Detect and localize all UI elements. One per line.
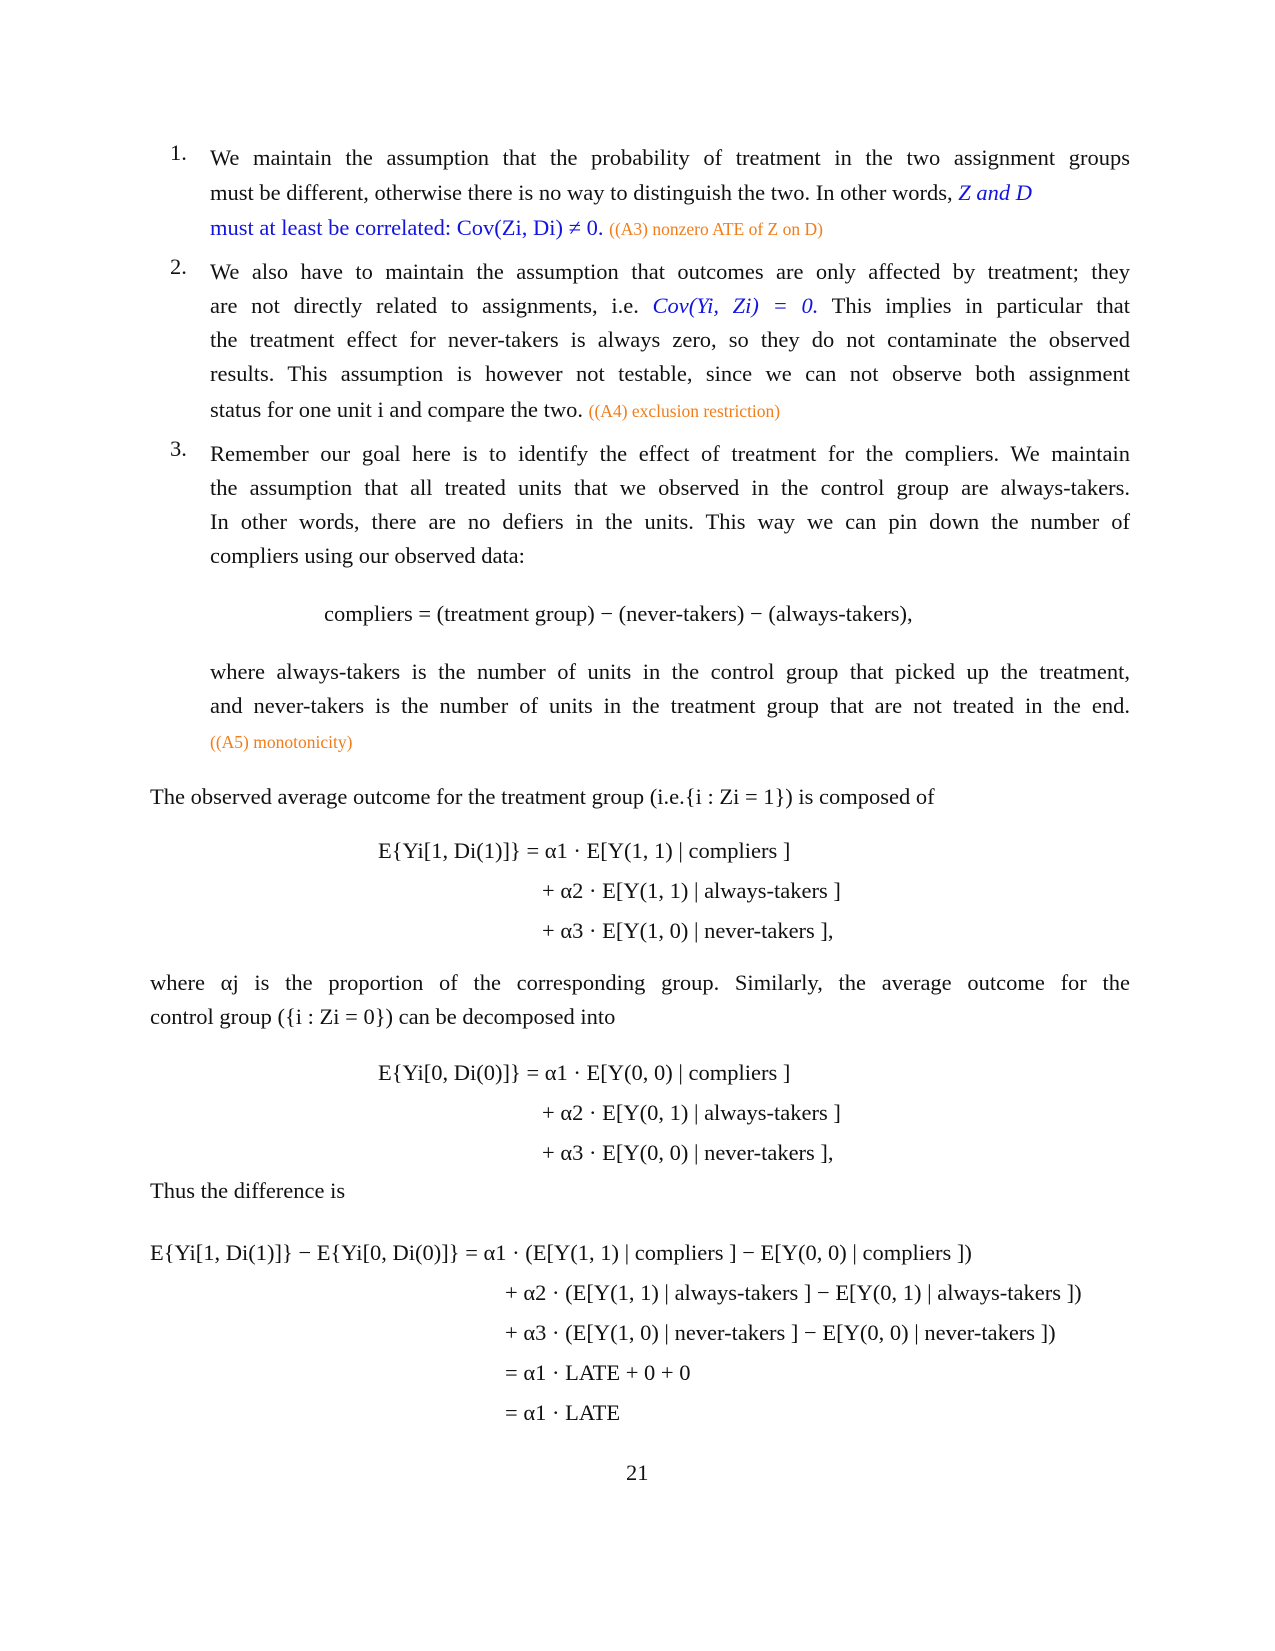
item1-line2-text: must be different, otherwise there is no way to distinguish the two. In other words, xyxy=(210,180,953,205)
item3-tag-line xyxy=(210,723,352,760)
list-number: 2. xyxy=(170,254,187,279)
treatment-eq-line1: E{Yi[1, Di(1)]} = α1 · E[Y(1, 1) | compliers ] xyxy=(378,838,791,863)
item3-where2: and never-takers is the number of units in the treatment group that are not treated in the end. xyxy=(210,693,1130,718)
difference-eq-line3: + α3 · (E[Y(1, 0) | never-takers ] − E[Y(0, 0) | never-takers ]) xyxy=(505,1320,1056,1345)
item2-line5 xyxy=(210,392,780,429)
treatment-intro: The observed average outcome for the treatment group (i.e.{i : Zi = 1}) is composed of xyxy=(150,784,935,809)
difference-intro: Thus the difference is xyxy=(150,1178,346,1203)
item2-line3: the treatment effect for never-takers is always zero, so they do not contaminate the observed xyxy=(210,327,1130,352)
page-number: 21 xyxy=(626,1460,649,1485)
item2-line1: We also have to maintain the assumption that outcomes are only affected by treatment; they xyxy=(210,259,1130,284)
item3-line3: In other words, there are no defiers in the units. This way we can pin down the number of xyxy=(210,509,1130,534)
difference-eq-line2: + α2 · (E[Y(1, 1) | always-takers ] − E[Y(0, 1) | always-takers ]) xyxy=(505,1280,1082,1305)
assumption-tag-a5: ((A5) monotonicity) xyxy=(210,732,353,752)
difference-eq-line5: = α1 · LATE xyxy=(505,1400,621,1425)
item1-line1: We maintain the assumption that the probability of treatment in the two assignment groups xyxy=(210,145,1130,170)
assumption-tag-a3: ((A3) nonzero ATE of Z on D) xyxy=(609,219,823,239)
item1-line2 xyxy=(210,175,1032,211)
difference-eq-line1: E{Yi[1, Di(1)]} − E{Yi[0, Di(0)]} = α1 · (E[Y(1, 1) | compliers ] − E[Y(0, 0) | compliers ]) xyxy=(150,1240,972,1265)
item2-line2 xyxy=(210,288,1130,324)
treatment-eq-line3: + α3 · E[Y(1, 0) | never-takers ], xyxy=(542,918,834,943)
list-number: 1. xyxy=(170,140,187,165)
list-number: 3. xyxy=(170,436,187,461)
item3-line4: compliers using our observed data: xyxy=(210,543,525,568)
control-intro-line2: control group ({i : Zi = 0}) can be decomposed into xyxy=(150,1004,616,1029)
control-eq-line3: + α3 · E[Y(0, 0) | never-takers ], xyxy=(542,1140,834,1165)
item1-blue-z-and-d: Z and D xyxy=(958,180,1032,205)
control-intro-line1: where αj is the proportion of the corresponding group. Similarly, the average outcome for the xyxy=(150,970,1130,995)
difference-eq-line4: = α1 · LATE + 0 + 0 xyxy=(505,1360,691,1385)
item2-line2-cov: Cov(Yi, Zi) = 0. xyxy=(652,293,819,318)
control-eq-line1: E{Yi[0, Di(0)]} = α1 · E[Y(0, 0) | compliers ] xyxy=(378,1060,791,1085)
treatment-eq-line2: + α2 · E[Y(1, 1) | always-takers ] xyxy=(542,878,841,903)
compliers-formula: compliers = (treatment group) − (never-takers) − (always-takers), xyxy=(324,601,913,626)
item3-line1: Remember our goal here is to identify the effect of treatment for the compliers. We maintain xyxy=(210,441,1130,466)
item2-line2-post: This implies in particular that xyxy=(831,293,1131,318)
item2-line4: results. This assumption is however not testable, since we can not observe both assignment xyxy=(210,361,1130,386)
item3-line2: the assumption that all treated units that we observed in the control group are always-takers. xyxy=(210,475,1130,500)
control-eq-line2: + α2 · E[Y(0, 1) | always-takers ] xyxy=(542,1100,841,1125)
item3-where1: where always-takers is the number of units in the control group that picked up the treatment, xyxy=(210,659,1130,684)
item2-line5-text: status for one unit i and compare the two. xyxy=(210,397,584,422)
assumption-tag-a4: ((A4) exclusion restriction) xyxy=(588,401,781,421)
item1-line3 xyxy=(210,210,823,247)
item2-line2-pre: are not directly related to assignments, i.e. xyxy=(210,293,639,318)
item1-blue-correlated: must at least be correlated: Cov(Zi, Di) ≠ 0. xyxy=(210,215,604,240)
